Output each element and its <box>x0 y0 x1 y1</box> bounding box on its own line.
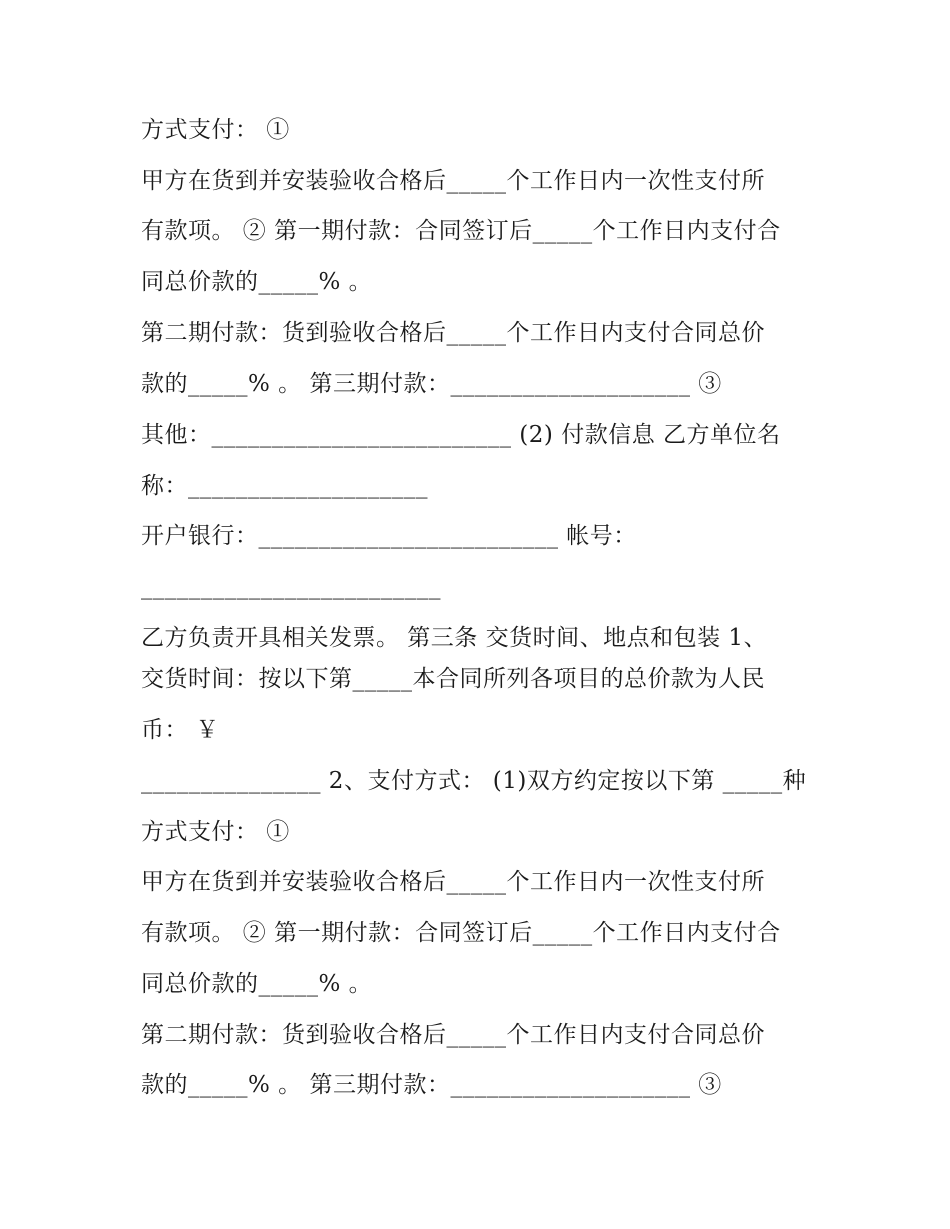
text-line: 第二期付款：货到验收合格后_____个工作日内支付合同总价 <box>141 320 765 346</box>
text-line: 有款项。 ② 第一期付款：合同签订后_____个工作日内支付合 <box>141 920 781 946</box>
text-line: 有款项。 ② 第一期付款：合同签订后_____个工作日内支付合 <box>141 218 781 244</box>
text-line: 其他：_________________________ (2) 付款信息 乙方单位名 <box>141 422 781 448</box>
text-line: 同总价款的_____% 。 <box>141 269 373 295</box>
text-line: 甲方在货到并安装验收合格后_____个工作日内一次性支付所 <box>141 168 765 194</box>
text-line: 款的_____% 。 第三期付款：____________________ ③ <box>141 371 722 397</box>
text-line: 交货时间：按以下第_____本合同所列各项目的总价款为人民 <box>141 666 765 692</box>
text-line: 方式支付： ① <box>141 117 290 143</box>
text-line: _______________ 2、支付方式： (1)双方约定按以下第 _____种 <box>141 768 807 794</box>
text-line: 称：____________________ <box>141 473 428 499</box>
text-line: 币： ￥ <box>141 717 220 743</box>
text-line: 款的_____% 。 第三期付款：____________________ ③ <box>141 1072 722 1098</box>
text-line: _________________________ <box>141 574 441 600</box>
text-line: 方式支付： ① <box>141 819 290 845</box>
text-line: 同总价款的_____% 。 <box>141 971 373 997</box>
text-line: 第二期付款：货到验收合格后_____个工作日内支付合同总价 <box>141 1022 765 1048</box>
text-line: 甲方在货到并安装验收合格后_____个工作日内一次性支付所 <box>141 869 765 895</box>
text-line: 开户银行：_________________________ 帐号： <box>141 523 637 549</box>
text-line: 乙方负责开具相关发票。 第三条 交货时间、地点和包装 1、 <box>141 625 768 651</box>
